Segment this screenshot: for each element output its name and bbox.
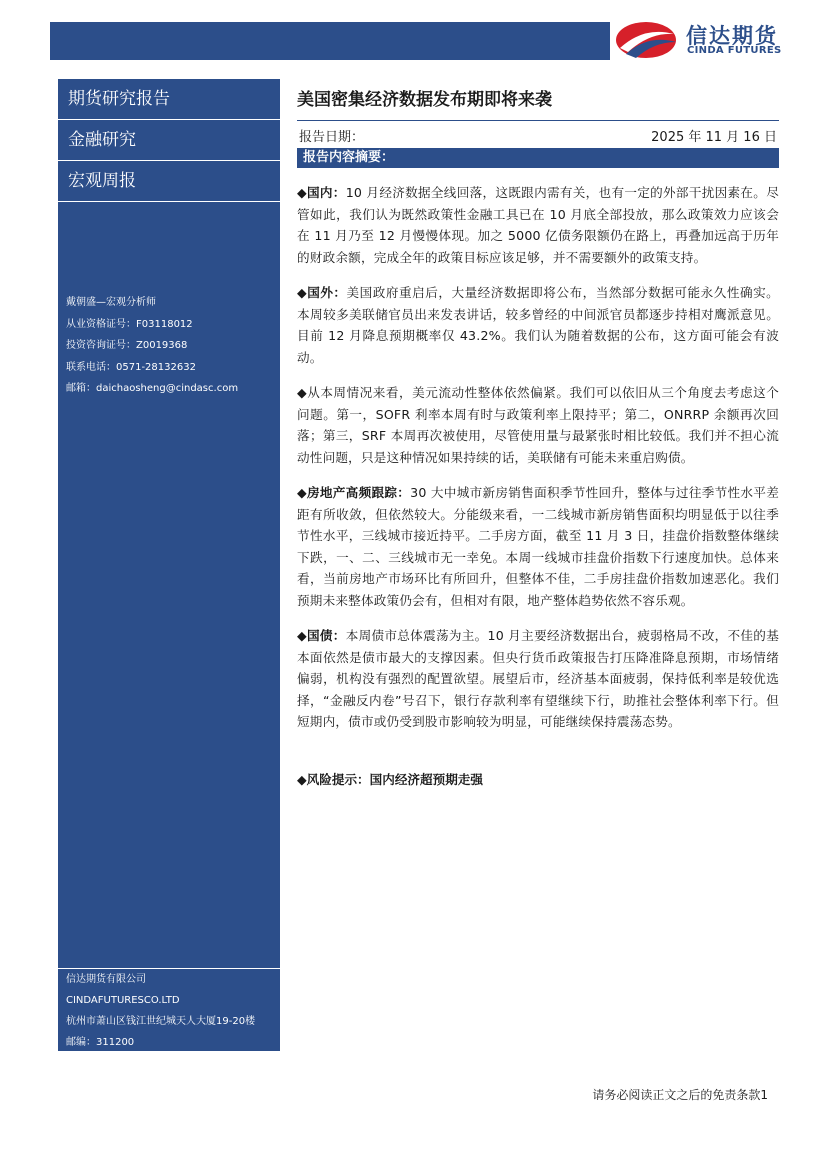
company-info — [58, 968, 280, 1053]
company-postcode: 邮编：311200 — [66, 1037, 135, 1048]
analyst-email: 邮箱：daichaosheng@cindasc.com — [66, 383, 239, 394]
category-finance-research: 金融研究 — [58, 120, 280, 161]
logo-english-text: CINDA FUTURES — [687, 45, 782, 56]
logo-chinese-text: 信达期货 — [686, 24, 778, 48]
paragraph-body: 美国政府重启后，大量经济数据即将公布，当然部分数据可能永久性确实。本周较多美联储官员出来发表讲话，较多曾经的中间派官员都逐步持相对鹰派意见。目前 12 月降息预期概率仅 43.2%。我们认为随着数据的公布，这方面可能会有波动。 — [297, 285, 779, 365]
analyst-phone: 联系电话：0571-28132632 — [66, 361, 196, 373]
category-macro-weekly: 宏观周报 — [58, 161, 280, 202]
paragraph-heading: ◆国债： — [297, 628, 346, 643]
paragraph-foreign — [297, 282, 779, 368]
risk-warning: ◆风险提示：国内经济超预期走强 — [297, 771, 483, 787]
analyst-license: 从业资格证号：F03118012 — [66, 318, 193, 330]
report-date-row — [297, 124, 779, 146]
analyst-info — [66, 292, 238, 400]
paragraph-body: 10 月经济数据全线回落，这既跟内需有关，也有一定的外部干扰因素在。尽管如此，我们认为既然政策性金融工具已在 10 月底全部投放，那么政策效力应该会在 11 月乃至 12 月慢慢体现。加之 5000 亿债务限额仍在路上，再叠加远高于历年的财政余额，完成全年的政策目标应该足够，并不需要额外的政策支持。 — [297, 185, 779, 265]
top-banner — [50, 22, 610, 60]
report-date-label: 报告日期： — [299, 130, 365, 145]
company-name: 信达期货有限公司 — [66, 974, 146, 985]
paragraph-domestic — [297, 182, 779, 268]
paragraph-heading: ◆房地产高频跟踪： — [297, 485, 411, 500]
category-futures-report: 期货研究报告 — [58, 78, 280, 120]
paragraph-heading: ◆国外： — [297, 285, 347, 300]
paragraph-real-estate — [297, 482, 779, 611]
analyst-advisory: 投资咨询证号：Z0019368 — [66, 340, 188, 351]
analyst-name: 戴朝盛—宏观分析师 — [66, 297, 156, 308]
cinda-emblem-icon — [614, 18, 680, 62]
paragraph-body: 本周债市总体震荡为主。10 月主要经济数据出台，疲弱格局不改，不佳的基本面依然是债市最大的支撑因素。但央行货币政策报告打压降准降息预期，市场情绪偏弱，机构没有强烈的配置欲望。展望后市，经济基本面疲弱，保持低利率是较优选择，“金融反内卷”号召下，银行存款利率有望继续下行，助推社会整体利率下行。但短期内，债市或仍受到股市影响较为明显，可能继续保持震荡态势。 — [297, 628, 779, 729]
sidebar — [58, 78, 280, 1051]
paragraph-heading: ◆国内： — [297, 185, 346, 200]
paragraph-liquidity — [297, 382, 779, 468]
company-address: 杭州市萧山区钱江世纪城天人大厦19-20楼 — [66, 1016, 256, 1027]
summary-header: 报告内容摘要： — [297, 148, 779, 168]
paragraph-bonds — [297, 625, 779, 733]
company-site: CINDAFUTURESCO.LTD — [66, 995, 180, 1006]
report-date-value: 2025 年 11 月 16 日 — [651, 130, 777, 145]
report-title: 美国密集经济数据发布期即将来袭 — [297, 80, 779, 121]
report-main — [297, 80, 779, 788]
paragraph-body: 30 大中城市新房销售面积季节性回升，整体与过往季节性水平差距有所收敛，但依然较大。分能级来看，一二线城市新房销售面积均明显低于以往季节性水平，三线城市接近持平。二手房方面，截至 11 月 3 日，挂盘价指数整体继续下跌，一、二、三线城市无一幸免。本周一线城市挂盘价指数下行速度加快。总体来看，当前房地产市场环比有所回升，但整体不佳，二手房挂盘价指数加速恶化。我们预期未来整体政策仍会有，但相对有限，地产整体趋势依然不容乐观。 — [297, 485, 779, 608]
paragraph-body: ◆从本周情况来看，美元流动性整体依然偏紧。我们可以依旧从三个角度去考虑这个问题。第一，SOFR 利率本周有时与政策利率上限持平；第二，ONRRP 余额再次回落；第三，SRF 本周再次被使用，尽管使用量与最紧张时相比较低。我们并不担心流动性问题，只是这种情况如果持续的话，美联储有可能未来重启购债。 — [297, 385, 779, 465]
footer-disclaimer: 请务必阅读正文之后的免责条款1 — [592, 1088, 768, 1102]
cinda-logo — [614, 18, 814, 62]
